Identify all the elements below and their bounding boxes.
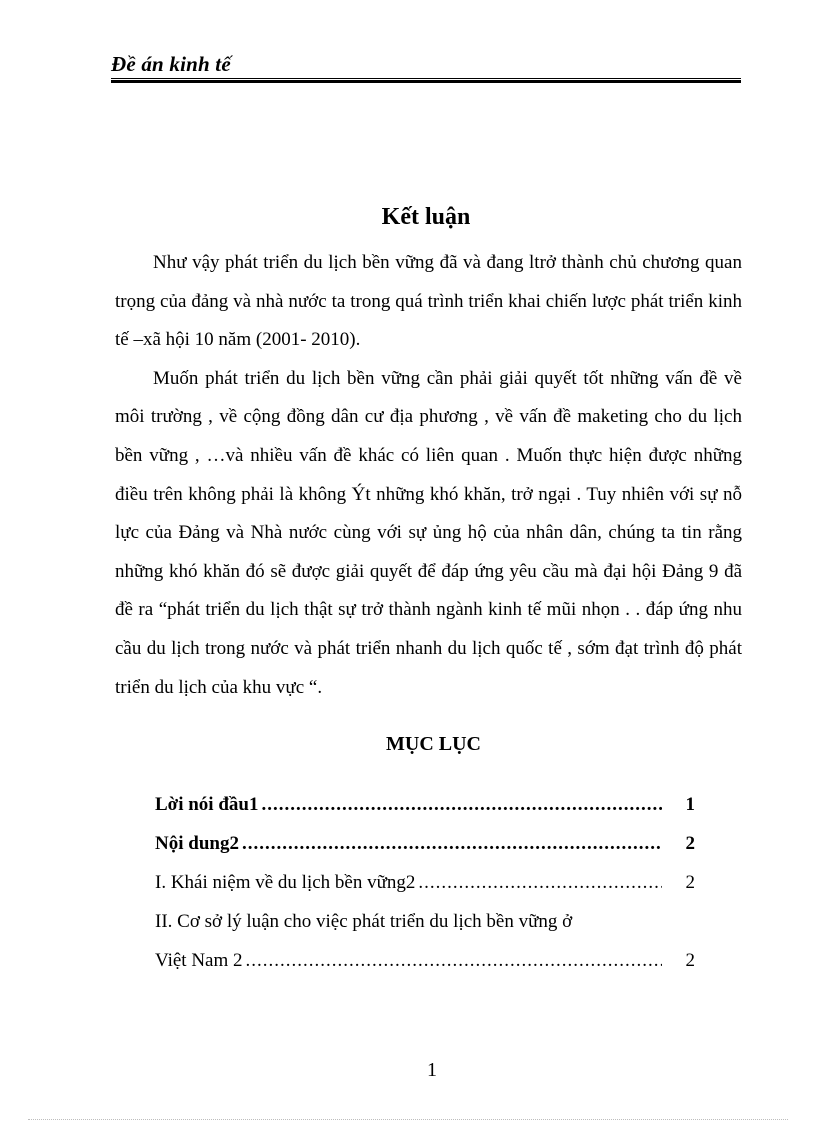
toc-entry[interactable] [155, 829, 695, 868]
toc-entry-page: 2 [685, 872, 695, 893]
toc-entry-label: Nội dung2 [155, 833, 239, 854]
toc-heading: MỤC LỤC [386, 733, 481, 755]
toc-entry-label: II. Cơ sở lý luận cho việc phát triển du lịch bền vững ở [155, 911, 573, 932]
toc-entry-label: Lời nói đầu1 [155, 794, 259, 815]
toc-leader-dots [261, 790, 662, 820]
toc-entry[interactable] [155, 868, 695, 907]
paragraph: Muốn phát triển du lịch bền vững cần phải giải quyết tốt những vấn đề về môi trường , về cộng đồng dân cư địa phương , về vấn đề maketing cho du lịch bền vững , …và nhiều vấn đề khác có liên quan . Muốn thực hiện được những điều trên không phải là không Ýt những khó khăn, trở ngại . Tuy nhiên với sự nỗ lực của Đảng và Nhà nước cùng với sự ủng hộ của nhân dân, chúng ta tin rằng những khó khăn đó sẽ được giải quyết để đáp ứng yêu cầu mà đại hội Đảng 9 đã đề ra “phát triển du lịch thật sự trở thành ngành kinh tế mũi nhọn . . đáp ứng nhu cầu du lịch trong nước và phát triển nhanh du lịch quốc tế , sớm đạt trình độ phát triển du lịch của khu vực “. [115, 367, 742, 698]
bottom-divider [28, 1119, 788, 1121]
toc-entry-page: 2 [685, 950, 695, 971]
page-number: 1 [427, 1059, 437, 1081]
toc-leader-dots [246, 946, 662, 976]
page-header [111, 52, 741, 76]
header-divider [111, 78, 741, 83]
toc-entry-label-continuation: Việt Nam 2 [155, 950, 243, 971]
toc-entry-label: I. Khái niệm về du lịch bền vững2 [155, 872, 416, 893]
toc-leader-dots [418, 868, 662, 898]
section-title: Kết luận [381, 204, 471, 230]
toc-entry-page: 2 [685, 833, 695, 854]
paragraph: Như vậy phát triển du lịch bền vững đã và đang ltrở thành chủ chương quan trọng của đảng và nhà nước ta trong quá trình triển khai chiến lược phát triển kinh tế –xã hội 10 năm (2001- 2010). [115, 252, 742, 351]
toc-entry-continuation[interactable] [155, 946, 695, 985]
toc-entry-page: 1 [685, 794, 695, 815]
toc-entry[interactable] [155, 790, 695, 829]
toc-entry[interactable] [155, 907, 695, 946]
header-title: Đề án kinh tế [111, 52, 231, 76]
toc-leader-dots [242, 829, 662, 859]
table-of-contents [155, 790, 695, 985]
body-text [115, 244, 742, 707]
